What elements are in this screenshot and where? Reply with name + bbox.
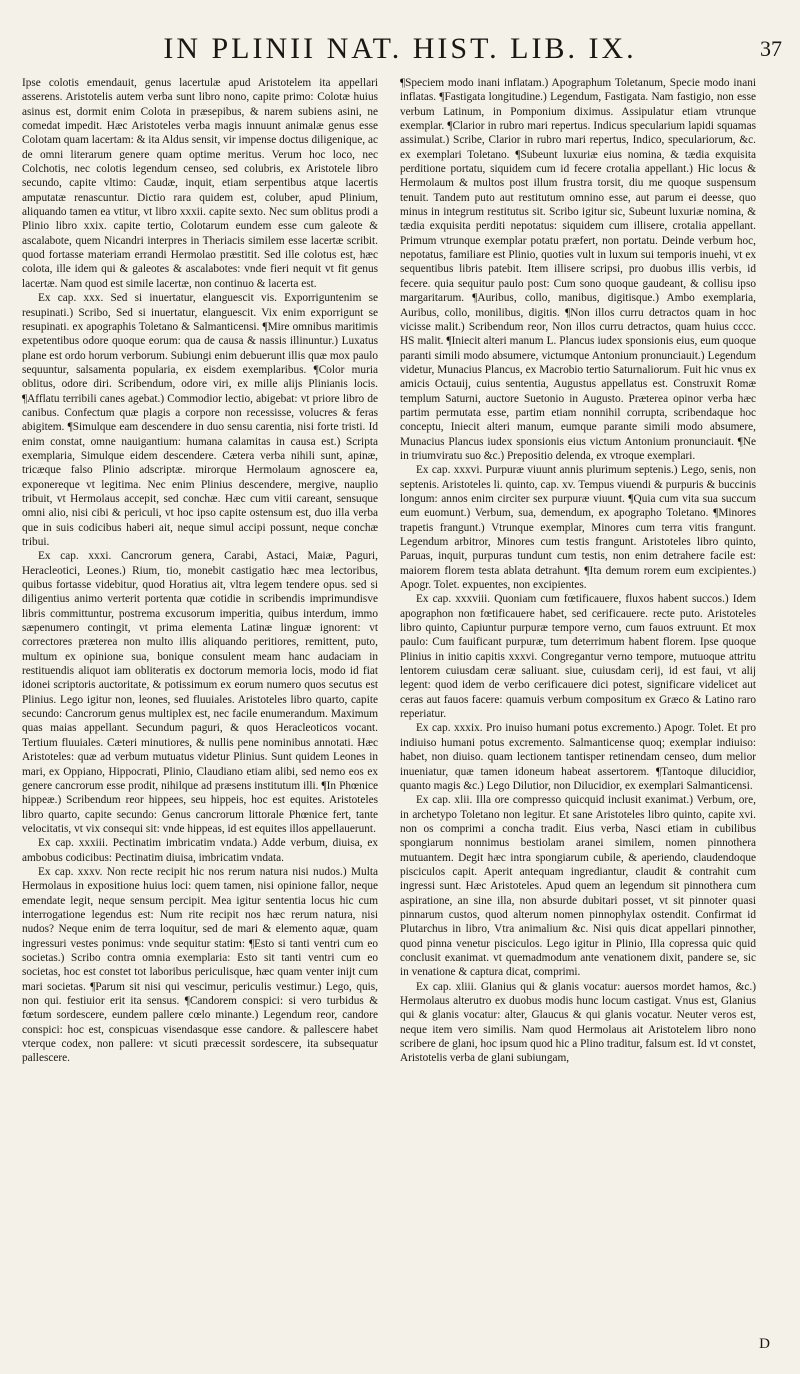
paragraph: Ex cap. xliii. Glanius qui & glanis vocatur: auersos mordet hamos, &c.) Hermolaus alterutro ex duobus modis hunc locum castigat. Vnus est, Glanius qui & glanis vocatur: alter, Glaucus & qui glanis vocatur. Neuter veros est, neque item vero similis. Nam quod Hermolaus ait Aristotelem libro nono scribere de glani, hoc ipsum quod hic a Plino traditur, falsum est. Id vt constet, Aristotelis verba de glani subiungam, — [400, 980, 756, 1065]
paragraph: Ex cap. xxxiii. Pectinatim imbricatim vndata.) Adde verbum, diuisa, ex ambobus codicibus: Pectinatim diuisa, imbricatim vndata. — [22, 837, 378, 864]
paragraph: Ex cap. xxxvi. Purpuræ viuunt annis plurimum septenis.) Lego, senis, non septenis. Aristoteles li. quinto, cap. xv. Tempus viuendi & purpuris & buccinis longum: annos enim circiter sex purpuræ viuunt. ¶Quia cum vita sua succum eum euomunt.) Verbum, sua, demendum, ex apographo Toletano. ¶Minores trapetis frangunt.) Vtrunque exemplar, Minores cum terra vitis frangunt. Legendum arbitror, Minores cum testis frangunt. Aristoteles libro quinto, Paruas, inquit, purpuras tundunt cum testis, non enim detrahere facile est: maiorem florem testa ablata detrahunt. ¶Ita demum rorem eum excipientes.) Apogr. Tolet. expuentes, non excipientes. — [400, 464, 756, 592]
right-column — [400, 76, 756, 1336]
paragraph: Ex cap. xlii. Illa ore compresso quicquid inclusit exanimat.) Verbum, ore, in archetypo Toletano non legitur. Et sane Aristoteles libro quinto, capite xvi. non os comprimi a concha tradit. Eius verba, Nasci etiam in cubilibus spongiarum nonnimus bestiolam aranei similem, nomen pinnothera mutuantem. Degit hæc intra spongiarum cubile, & aperiendo, claudendoque pisciculos capit. Aperit antequam ingrediantur, claudit & contrahit cum ingressi sunt. Hæc Aristoteles. Apud quem an legendum sit pinnothera cum aspiratione, an sine illa, non absurde dubitari posset, vt sit pinnoter quasi pinnarum custos, quod alterum nomen pinnophylax ostendit. Confirmat id Plutarchus in libro, Vtra animalium &c. Nisi quis dicat appellari pinnother, quod pinna venetur pisciculos. Lego igitur in Plinio, Illa copressa quic quid conclusit exanimat. vt quemadmodum ante venationem dixit, pandere se, sic in venatione & captura dicat, comprimi. — [400, 794, 756, 979]
paragraph: Ex cap. xxxix. Pro inuiso humani potus excremento.) Apogr. Tolet. Et pro indiuiso humani potus excremento. Salmanticense quoq; exemplar indiuiso: habet, non diuiso. quam lectionem tantisper retinendam censeo, dum melior inueniatur, quæ tamen idoneum habeat assertorem. ¶Tantoque dilucidior, quanto magis &c.) Lego Dilutior, non Dilucidior, ex exemplari Salmanticensi. — [400, 722, 756, 792]
paragraph: ¶Speciem modo inani inflatam.) Apographum Toletanum, Specie modo inani inflatas. ¶Fastigata longitudine.) Legendum, Fastigata. Nam fastigio, non esse verbum Latinum, in Pomponium diximus. Assipulatur etiam vtrunque exemplar. ¶Clarior in rubro mari repertus. Indicus specularium lapidi squamas assimulat.) Scribe, Clarior in rubro mari repertus, Indico, speculariorum, &c. ex exemplari Toletano. ¶Subeunt luxuriæ eius nomina, & tædia exquisita perditione portatu, siquidem cum id fecere crotalia appellant.) Hic locus & Hermolaum & multos post illum frustra torsit, diu me quoque suspensum tenuit. Tandem puto aut restitutum omnino esse, aut parum ei deesse, quo minus in integrum restitutus sit. Scribo igitur sic, Subeunt luxuriæ nomina, & tædia exquisita perditi nepotatus: siquidem cum illisere, crotalia appellant. Primum vtrunque exemplar potatu præfert, non portatu. Deinde verbum hoc, nepotatus, familiare est Plinio, quoties vult in luxum sui temporis inuehi, vt ex sequentibus libris patebit. Item illisere scripsi, pro duobus illis verbis, id fecere. quia sequitur paulo post: Cum sono quoque gaudeant, & collisu ipso margaritarum. ¶Auribus, collo, manibus, digitisque.) Ambo exemplaria, Auribus, collo, monilibus, digitis. ¶Non illos curru detractos quam in hoc vicisse malit.) Scribendum reor, Non illos curru detractos, quam huius cccc. HS malit. ¶Iniecit alteri manum L. Plancus iudex sponsionis eius, eum quoque paranti simili modo absumere, victumque Antonium pronunciauit.) Legendum videtur, Munacius Plancus, ex Macrobio tertio Saturnaliorum. Fuit hic vnus ex amicis Octauij, cuius sententia, Augustus appellatus est. Construxit Romæ templum Saturni, auctore Suetonio in Augusto. Præterea opinor verba hæc partim permutata esse, partim etiam nonnihil corrupta, scribendaque hoc conceptu, Iniecit alteri manum, eumque parante simili modo absumere, Munacius Plancus iudex sponsionis eius victum Antonium pronunciauit. ¶Ne in triumviratu suo &c.) Prepositio delenda, ex vtroque exemplari. — [400, 77, 756, 462]
page-title: IN PLINII NAT. HIST. LIB. IX. — [163, 32, 637, 65]
paragraph: Ex cap. xxx. Sed si inuertatur, elanguescit vis. Exporriguntenim se resupinati.) Scribo, Sed si inuertatur, elanguescit. Vix enim exporrigunt se resupinati. ex apographis Toletano & Salmanticensi. ¶Mire omnibus maritimis expetentibus odore quoque eorum: qua de causa & nassis illinuntur.) Luxatus plane est ordo horum verborum. Subiungi enim debuerunt illis quæ mox paulo sequuntur, salsamenta popularia, ex eisdem exemplaribus. ¶Color muria oblitus, odore diri. Scribendum, odore viri, ex mille alijs Plinianis locis. ¶Afflatu terribili canes agebat.) Commodior lectio, abigebat: vt priore libro de canibus. Confectum quæ plagis a corpore non recessisse, volucres & feras abigitem. ¶Simulque eam descendere in duo sensu carentia, nisi forte tristi. Id enim constat, omne nauigantium: humana calamitas in causa est.) Scripta exemplaria, Simulque eidem descendere. Cætera verba nihili sunt, apinæ, tricæque falso Plinio adscriptæ. mirorque Hermolaum agnoscere ea, exponereque vt legitima. Nec enim Plinius descendere, mergive, nauplio tribuit, vt Hermolaus accepit, sed conchæ. Hæc cum vitii careant, sensuque omni alio, nisi cibi & periculi, vt hoc ipso capite ostensum est, duo illa verba que in suis codicibus haberi ait, neque simul accipi possunt, neque conchæ tribui. — [22, 292, 378, 548]
paragraph: Ex cap. xxxi. Cancrorum genera, Carabi, Astaci, Maiæ, Paguri, Heracleotici, Leones.) Rium, tio, monebit castigatio hæc mea lectoribus, quibus fortasse videbitur, quod Horatius ait, vltra legem tendere opus. sed si diligentius animo verterit portenta quæ cotidie in scribendis imprimundisve libris committuntur, postrema excusorum imperitia, quibus interdum, immo sæpenumero contingit, vt prima elementa Latinæ linguæ ignorent: vt correctores præterea non multo illis aliquando peritiores, remittent, puto, multum ex opinione sua, bonique consulent meam hanc audaciam in restituendis aliquot iam obliteratis ex doctorum memoria locis, modo id fiat idonei scriptoris auctoritate, & potissimum ex eorum numero quos secutus est Plinius. Lego igitur non, leones, sed fluuiales. Aristoteles libro quarto, capite secundo: Cancrorum genus multiplex est, nec facile enumerandum. Maximum quas maias appellant. Secundum paguri, & quos Heracleoticos vocant. Tertium fluuiales. Cæteri minutiores, & nullis pene nominibus annotati. Hæc Aristoteles: quæ ad verbum mutuatus videtur Plinius. Sunt quidem Leones in mari, ex Oppiano, Hippocrati, Plinio, Claudiano etiam alibi, sed nemo eos ex genere cancrorum esse prodit, nihilque ad præsens institutum illi. ¶In Phœnice hippeæ.) Scribendum reor hippees, seu hippeis, hoc est equites. Aristoteles libro quarto, capite secundo: Genus cancrorum littorale Phœnice fert, tante velocitatis, vt vix consequi sit: vnde hippeas, id est equites illos appellauerunt. — [22, 550, 378, 835]
catchword: D — [759, 1336, 770, 1352]
paragraph: Ex cap. xxxv. Non recte recipit hic nos rerum natura nisi nudos.) Multa Hermolaus in expositione huius loci: quem tamen, nisi opinione fallor, neque emendate legit, neque sensum percipit. Mea igitur sententia locus hic cum interrogatione legendus est: Num rite recipit nos hæc rerum natura, nisi nudos? Neque enim de terra loquitur, sed de mari & elemento aquæ, quam ingressuri vestes ponimus: vnde sequitur statim: ¶Esto si tanti ventri cum eo societas.) Scribo contra omnia exemplaria: Esto sit tanti ventri cum eo societas, hoc est constet tot laboribus periculisque, hæc quam venter inijt cum mari societas. ¶Parum sit nisi qui vescimur, periculis vestimur.) Lego, quis, non qui. festiuior erit ita sensus. ¶Candorem conspici: si vero turbidus & fœtum sordescere, eundem pallere cœlo minante.) Legendum reor, candore conspici: hoc est, conspicuas visendasque esse candore. & pallescere habet vterque codex, non pallere: vt sicuti præcessit sordescere, ita subsequatur pallescere. — [22, 865, 378, 1065]
paragraph: Ipse colotis emendauit, genus lacertulæ apud Aristotelem ita appellari asserens. Aristotelis autem verba sunt libro nono, capite primo: Colotæ huius asinus est, dormit enim Colota in præsepibus, & narem subiens asini, ne comedat impedit. Hæc Aristoteles verba magis innuunt animalæ genus esse Colotam quam lacertam: & ita Aldus sensit, vir impense doctus diligenique, ac de omni literarum genere quam optime meritus. Verum hoc loco, nec Colchotis, nec colotis legendum censeo, sed colubris, ex Aristotele libro secundo, capite vltimo: Caudæ, inquit, etiam serpentibus atque lacertis amputatæ renascuntur. Dictio rara quidem est, coluber, apud Plinium, aliquando tamen ea vtitur, vt libro xxxii. capite sexto. Nec sum oblitus prodi a Plinio libro xxix. capite tertio, Colotarum eundem esse cum galeote & ascalabote, quem Nicandri interpres in Theriacis similem esse lacertæ scribit. quod fortasse materiam errandi Hermolao præstitit. Sed ille colotus est, hæc colota, ille idem qui & galeotes & ascalabotes: vnde fieri nequit vt fit genus lacertæ. Nam quod est simile lacertæ, non continuo & lacerta est. — [22, 77, 378, 290]
page-number: 37 — [760, 36, 782, 61]
running-head — [0, 32, 800, 72]
left-column — [22, 76, 378, 1336]
paragraph: Ex cap. xxxviii. Quoniam cum fœtificauere, fluxos habent succos.) Idem apographon non fœtificauere habet, sed cerificauere. recte puto. Aristoteles libro quinto, Capiuntur purpuræ tempore verno, cum fauos extruunt. Et mox paulo: Cum fauificant purpuræ, tum deterrimum habent florem. Ipse quoque Plinius in initio capitis xxxvi. Congregantur verno tempore, mutuoque attritu lentorem cuiusdam ceræ saliuant. siue, cuiusdam cerij, id est faui, vt alij legent: quod idem de verbo cerificauere dici potest, significare videlicet aut ceras aut fauos facere: quamuis verbum compositum ex Græco & Latino raro reperiatur. — [400, 593, 756, 721]
